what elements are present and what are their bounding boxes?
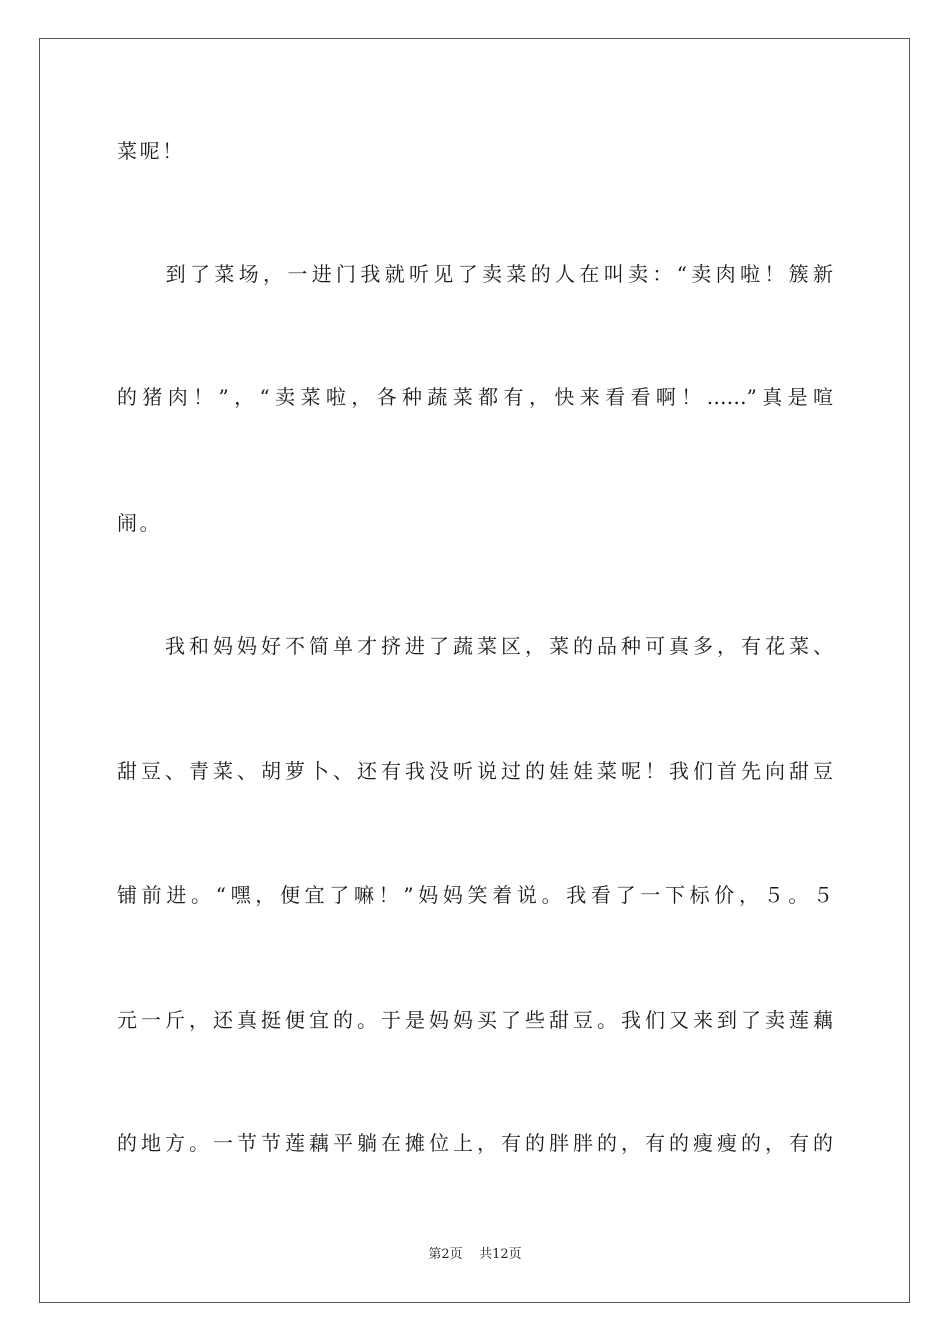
text-line-9: 的地方。一节节莲藕平躺在摊位上，有的胖胖的，有的瘦瘦的，有的 [117,1131,833,1155]
text-line-3: 的猪肉！”，“卖菜啦，各种蔬菜都有，快来看看啊！……”真是喧 [117,385,833,409]
text-line-2: 到了菜场，一进门我就听见了卖菜的人在叫卖：“卖肉啦！簇新 [117,262,833,286]
page-border [39,38,910,1303]
text-line-6: 甜豆、青菜、胡萝卜、还有我没听说过的娃娃菜呢！我们首先向甜豆 [117,759,833,783]
text-line-8: 元一斤，还真挺便宜的。于是妈妈买了些甜豆。我们又来到了卖莲藕 [117,1008,833,1032]
text-line-1: 菜呢！ [117,139,185,163]
page-footer [0,1246,950,1264]
page-number: 第2页 [428,1247,463,1262]
text-line-4: 闹。 [117,511,163,535]
text-line-7: 铺前进。“嘿，便宜了嘛！”妈妈笑着说。我看了一下标价，５。５ [117,883,833,907]
text-line-5: 我和妈妈好不简单才挤进了蔬菜区，菜的品种可真多，有花菜、 [117,634,833,658]
page-total: 共12页 [479,1247,522,1262]
